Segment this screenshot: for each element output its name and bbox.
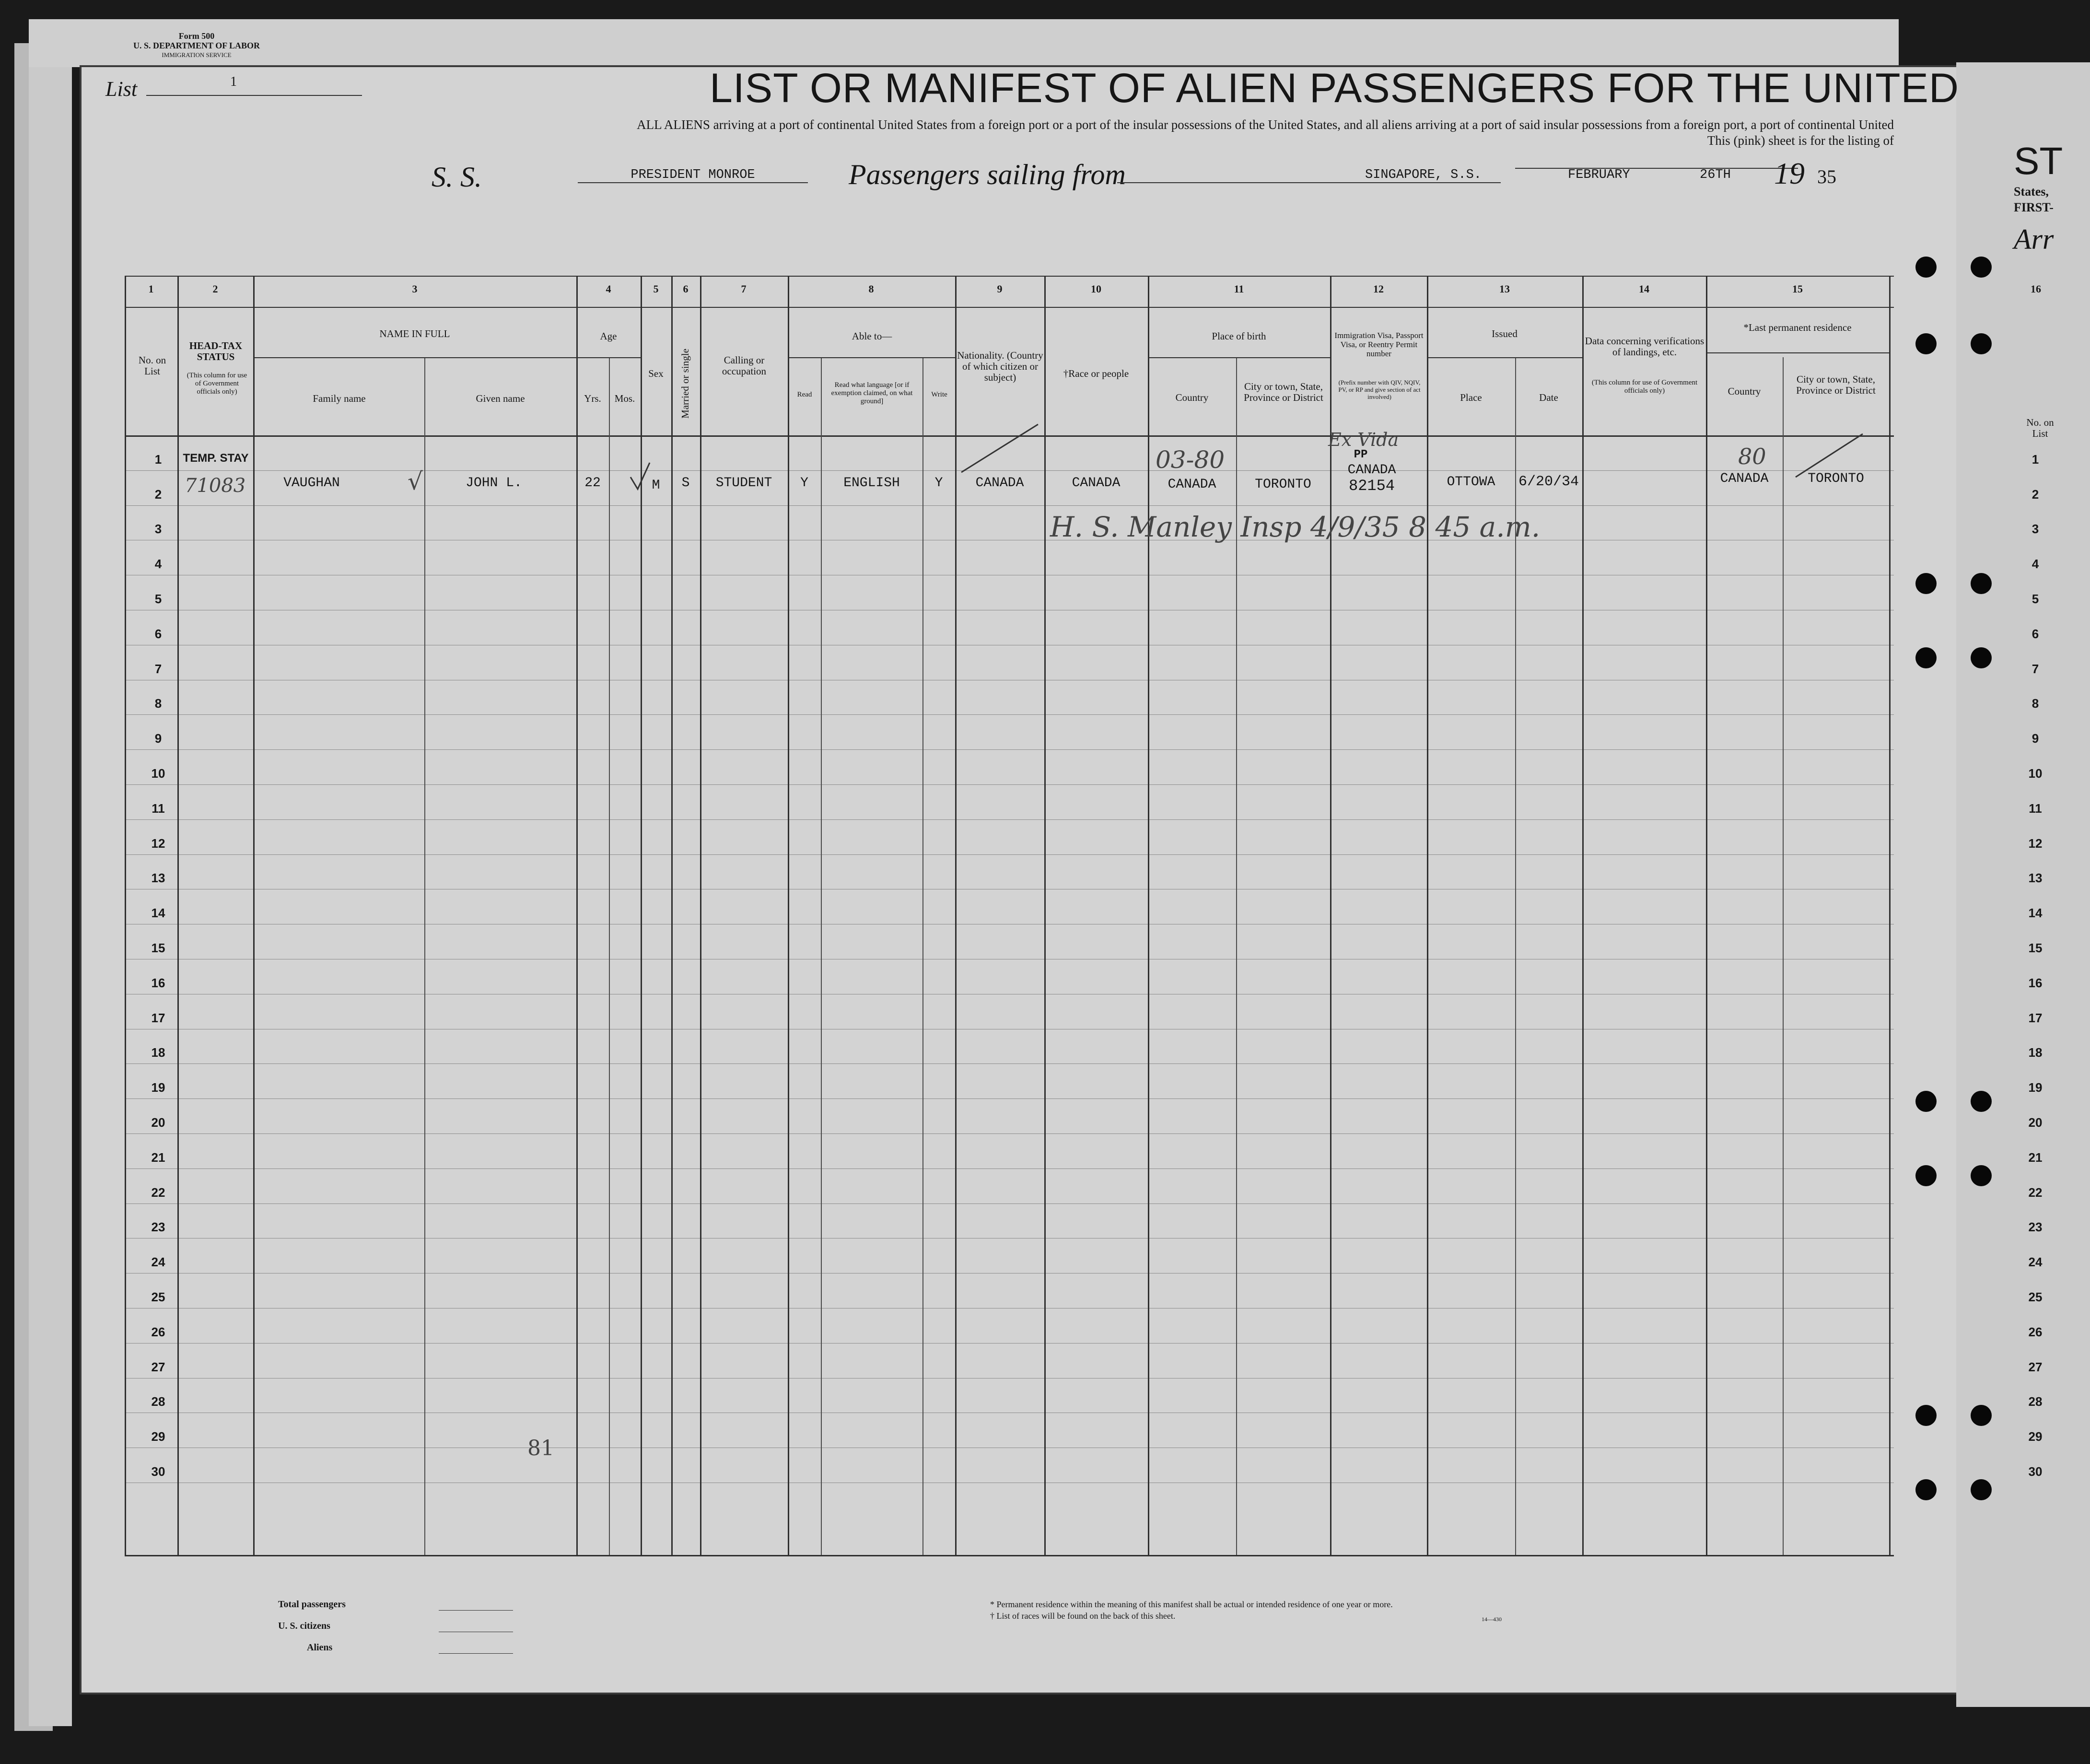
column-number: 7 [741, 283, 747, 295]
department: U. S. DEPARTMENT OF LABOR [133, 41, 260, 50]
column-number: 1 [148, 283, 154, 295]
row-line [125, 1203, 1894, 1204]
footer-total-label: Total passengers [278, 1599, 346, 1610]
col-divider [1044, 276, 1046, 1556]
subtitle-line-1: ALL ALIENS arriving at a port of continental United States from a foreign port or a port of the insular possessions of the United States, and all aliens arriving at a port of said insular possessions from a foreign port, a port of continental United [637, 117, 1894, 132]
year-suffix: 35 [1817, 166, 1836, 187]
residence-city: TORONTO [1808, 471, 1864, 486]
adjacent-row-number: 18 [2028, 1045, 2043, 1060]
row-number: 22 [151, 1185, 165, 1200]
row-line [125, 1168, 1894, 1169]
adjacent-row-number: 4 [2032, 557, 2039, 572]
sub-header-line [1148, 357, 1330, 358]
row-number: 10 [151, 766, 165, 781]
column-number: 5 [653, 283, 659, 295]
col-divider [922, 357, 923, 1555]
race: CANADA [1072, 476, 1121, 491]
row-number: 21 [151, 1150, 165, 1165]
col-divider [177, 276, 179, 1556]
row-number: 16 [151, 975, 165, 990]
service: IMMIGRATION SERVICE [162, 51, 232, 58]
row-number: 23 [151, 1220, 165, 1235]
document-title: LIST OR MANIFEST OF ALIEN PASSENGERS FOR THE UNITED [710, 65, 1960, 111]
read-language: ENGLISH [843, 476, 900, 491]
can-read: Y [800, 476, 808, 491]
row-number: 19 [151, 1080, 165, 1095]
row-number: 14 [151, 906, 165, 921]
sub-header-line [1706, 352, 1889, 353]
row-number: 11 [152, 801, 165, 816]
adjacent-row-number: 19 [2028, 1080, 2043, 1095]
adjacent-row-number: 25 [2028, 1290, 2043, 1304]
adjacent-row-number: 16 [2028, 975, 2043, 990]
row-number: 5 [154, 592, 162, 606]
column-number: 6 [683, 283, 689, 295]
row-number: 30 [151, 1464, 165, 1479]
check-mark: √ [408, 467, 423, 495]
header-issued: Issued [1492, 328, 1518, 339]
adjacent-row-number: 20 [2028, 1115, 2043, 1130]
family-name: VAUGHAN [283, 476, 340, 491]
row-number: 28 [151, 1394, 165, 1409]
head-tax-status: TEMP. STAY [183, 452, 249, 465]
col-divider [609, 357, 610, 1555]
col-divider [700, 276, 701, 1556]
row-number: 3 [154, 522, 162, 537]
row-number: 15 [151, 941, 165, 955]
row-line [125, 749, 1894, 750]
row-number: 6 [154, 626, 162, 641]
header-res-city: City or town, State, Province or District [1796, 374, 1876, 396]
adjacent-row-number: 29 [2028, 1429, 2043, 1444]
punch-hole [1915, 1091, 1937, 1112]
adjacent-sub2: FIRST- [2014, 200, 2054, 214]
row-number: 24 [151, 1255, 165, 1270]
col-divider [1706, 276, 1707, 1556]
adjacent-row-number: 21 [2028, 1150, 2043, 1165]
header-name-in-full: NAME IN FULL [379, 328, 450, 339]
header-visa-note: (Prefix number with QIV, NQIV, PV, or RP and give section of act involved) [1338, 379, 1421, 400]
punch-hole [1971, 647, 1992, 668]
header-place-of-birth: Place of birth [1212, 330, 1266, 342]
birth-city: TORONTO [1255, 477, 1311, 492]
adjacent-col-number: 16 [2031, 283, 2041, 295]
row-number: 12 [151, 836, 165, 851]
footer-form-code: 14—430 [1482, 1616, 1502, 1623]
row-line [125, 819, 1894, 820]
row-number: 25 [151, 1290, 165, 1304]
grid-bottom-line [125, 1555, 1894, 1556]
col-divider [424, 357, 425, 1555]
sailing-label: Passengers sailing from [849, 159, 1126, 190]
punch-hole [1915, 647, 1937, 668]
adjacent-row-number: 23 [2028, 1220, 2043, 1235]
column-number: 3 [412, 283, 418, 295]
punch-hole [1971, 1091, 1992, 1112]
column-number: 13 [1499, 283, 1510, 295]
handwritten-visa-note: Ex Vida [1328, 429, 1399, 450]
row-line [125, 1133, 1894, 1134]
column-number: 14 [1639, 283, 1649, 295]
married-single: S [681, 476, 690, 491]
occupation: STUDENT [715, 476, 772, 491]
row-number: 7 [154, 661, 162, 676]
handwritten-code: 03-80 [1156, 446, 1225, 474]
header-given-name: Given name [476, 393, 525, 404]
punch-hole [1915, 333, 1937, 354]
column-number: 11 [1234, 283, 1244, 295]
adjacent-row-number: 7 [2032, 661, 2039, 676]
header-age: Age [600, 330, 617, 342]
row-number: 26 [151, 1324, 165, 1339]
header-res-country: Country [1728, 386, 1761, 397]
inspector-signature: H. S. Manley Insp 4/9/35 8 45 a.m. [1050, 511, 1541, 543]
col-divider [1783, 357, 1784, 1555]
adjacent-row-number: 8 [2032, 696, 2039, 711]
adjacent-row-number: 27 [2028, 1359, 2043, 1374]
row-number: 17 [151, 1010, 165, 1025]
adjacent-row-number: 9 [2032, 731, 2039, 746]
departure-port: SINGAPORE, S.S. [1117, 168, 1501, 183]
header-family-name: Family name [313, 393, 366, 404]
visa-number: 82154 [1348, 477, 1395, 495]
row-line [125, 1098, 1894, 1099]
row-line [125, 1063, 1894, 1064]
footer-aliens-line [439, 1653, 513, 1654]
row-number: 18 [151, 1045, 165, 1060]
col-divider [1582, 276, 1584, 1556]
row-number: 9 [154, 731, 162, 746]
handwritten-residence-note: 80 [1738, 444, 1766, 469]
punch-hole [1971, 333, 1992, 354]
adjacent-row-number: 10 [2028, 766, 2043, 781]
row-number: 13 [151, 871, 165, 886]
column-number: 15 [1792, 283, 1803, 295]
form-number: Form 500 [178, 31, 215, 41]
column-number: 12 [1373, 283, 1384, 295]
col-divider [1148, 276, 1149, 1556]
adjacent-row-number: 6 [2032, 626, 2039, 641]
punch-hole [1915, 573, 1937, 594]
tick-mark [628, 460, 652, 494]
sub-header-line [253, 357, 576, 358]
punch-hole [1915, 1165, 1937, 1186]
header-able-to: Able to— [852, 330, 892, 342]
punch-hole [1971, 1405, 1992, 1426]
sailing-day: 26TH [1700, 168, 1731, 182]
col-divider [788, 276, 789, 1556]
row-number: 29 [151, 1429, 165, 1444]
adjacent-arr: Arr [2014, 223, 2054, 255]
row-line [125, 505, 1894, 506]
subtitle-line-2: This (pink) sheet is for the listing of [1707, 133, 1894, 148]
col-divider [576, 276, 578, 1556]
sub-header-line [1427, 357, 1582, 358]
col-divider [821, 357, 822, 1555]
page-number: 81 [527, 1436, 554, 1460]
sub-header-line [576, 357, 641, 358]
header-race: †Race or people [1063, 368, 1129, 379]
header-married: Married or single [679, 349, 691, 419]
col-divider [671, 276, 673, 1556]
birth-country: CANADA [1168, 477, 1216, 492]
residence-country: CANADA [1720, 471, 1769, 486]
punch-hole [1971, 257, 1992, 278]
adjacent-row-number: 5 [2032, 592, 2039, 606]
adjacent-row-number: 13 [2028, 871, 2043, 886]
adjacent-row-number: 30 [2028, 1464, 2043, 1479]
header-verification: Data concerning verifications of landings, etc. [1585, 335, 1705, 358]
punch-hole [1971, 1165, 1992, 1186]
header-verification-note: (This column for use of Government officials only) [1591, 379, 1698, 395]
column-number: 2 [212, 283, 218, 295]
column-number: 8 [868, 283, 874, 295]
header-issued-place: Place [1460, 392, 1482, 403]
slash-mark [1793, 432, 1865, 479]
adjacent-row-number: 24 [2028, 1255, 2043, 1270]
slash-mark [959, 422, 1040, 475]
row-line [125, 714, 1894, 715]
ship-name: PRESIDENT MONROE [578, 168, 808, 183]
nationality: CANADA [975, 476, 1024, 491]
issued-date: 6/20/34 [1518, 474, 1579, 490]
header-calling: Calling or occupation [722, 354, 767, 377]
header-mos: Mos. [614, 393, 635, 404]
adjacent-sub1: States, [2014, 185, 2049, 199]
footer-note-residence: * Permanent residence within the meaning of this manifest shall be actual or intended residence of one year or more. [990, 1600, 1393, 1609]
adjacent-row-number: 1 [2032, 452, 2039, 467]
header-issued-date: Date [1539, 392, 1558, 403]
punch-hole [1915, 257, 1937, 278]
adjacent-row-number: 22 [2028, 1185, 2043, 1200]
header-write: Write [931, 391, 947, 398]
colnum-line [125, 307, 1894, 308]
visa-country: CANADA [1347, 463, 1396, 478]
col-divider [1889, 276, 1891, 1556]
sub-header-line [788, 357, 956, 358]
header-head-tax-note: (This column for use of Government officials only) [187, 372, 247, 396]
adjacent-row-number: 11 [2029, 801, 2042, 816]
header-no-on-list: No. on List [138, 354, 166, 377]
row-number: 8 [154, 696, 162, 711]
issued-place: OTTOWA [1447, 475, 1495, 490]
can-write: Y [934, 476, 943, 491]
header-nationality: Nationality. (Country of which citizen or subject) [957, 350, 1043, 383]
col-divider [1427, 276, 1428, 1556]
header-head-tax: HEAD-TAX STATUS [189, 340, 243, 362]
column-number: 10 [1091, 283, 1101, 295]
visa-prefix: PP [1354, 448, 1368, 461]
adjacent-no-on-list: No. on List [2026, 417, 2054, 439]
column-number: 9 [997, 283, 1003, 295]
adjacent-row-number: 14 [2028, 906, 2043, 921]
adjacent-row-number: 3 [2032, 522, 2039, 537]
footer-citizens-label: U. S. citizens [278, 1621, 330, 1631]
adjacent-row-number: 26 [2028, 1324, 2043, 1339]
col-divider [955, 276, 957, 1556]
punch-hole [1971, 573, 1992, 594]
grid-top-line [125, 276, 1894, 277]
adjacent-row-number: 28 [2028, 1394, 2043, 1409]
adjacent-title: ST [2014, 140, 2063, 182]
year-prefix: 19 [1774, 156, 1805, 190]
adjacent-row-number: 15 [2028, 941, 2043, 955]
header-read: Read [797, 391, 812, 398]
adjacent-row-number: 2 [2032, 487, 2039, 502]
punch-hole [1971, 1479, 1992, 1500]
row-line [125, 784, 1894, 785]
row-line [125, 854, 1894, 855]
header-visa: Immigration Visa, Passport Visa, or Reentry Permit number [1334, 331, 1424, 358]
header-sex: Sex [648, 368, 664, 379]
sailing-month: FEBRUARY [1568, 168, 1630, 182]
head-tax-number: 71083 [185, 475, 246, 497]
list-number: 1 [230, 74, 237, 89]
header-birth-city: City or town, State, Province or District [1244, 381, 1323, 403]
header-read-language: Read what language [or if exemption claimed, on what ground] [831, 381, 913, 405]
adjacent-row-number: 17 [2028, 1010, 2043, 1025]
punch-hole [1915, 1405, 1937, 1426]
ss-label: S. S. [432, 161, 482, 193]
age-years: 22 [584, 476, 601, 491]
given-name: JOHN L. [466, 476, 522, 491]
punch-hole [1915, 1479, 1937, 1500]
column-number: 4 [606, 283, 611, 295]
header-last-residence: *Last permanent residence [1743, 322, 1852, 333]
row-number: 27 [151, 1359, 165, 1374]
col-divider [253, 276, 255, 1556]
footer-note-races: † List of races will be found on the back of this sheet. [990, 1611, 1176, 1621]
header-yrs: Yrs. [584, 393, 601, 404]
adjacent-row-number: 12 [2028, 836, 2043, 851]
col-divider [125, 276, 126, 1556]
header-birth-country: Country [1175, 392, 1209, 403]
footer-aliens-label: Aliens [307, 1642, 333, 1653]
row-number: 20 [151, 1115, 165, 1130]
row-number: 4 [154, 557, 162, 572]
footer-total-line [439, 1610, 513, 1611]
row-number: 2 [154, 487, 162, 502]
sex: M [652, 478, 660, 493]
row-number: 1 [154, 452, 162, 467]
list-label: List [105, 77, 138, 101]
